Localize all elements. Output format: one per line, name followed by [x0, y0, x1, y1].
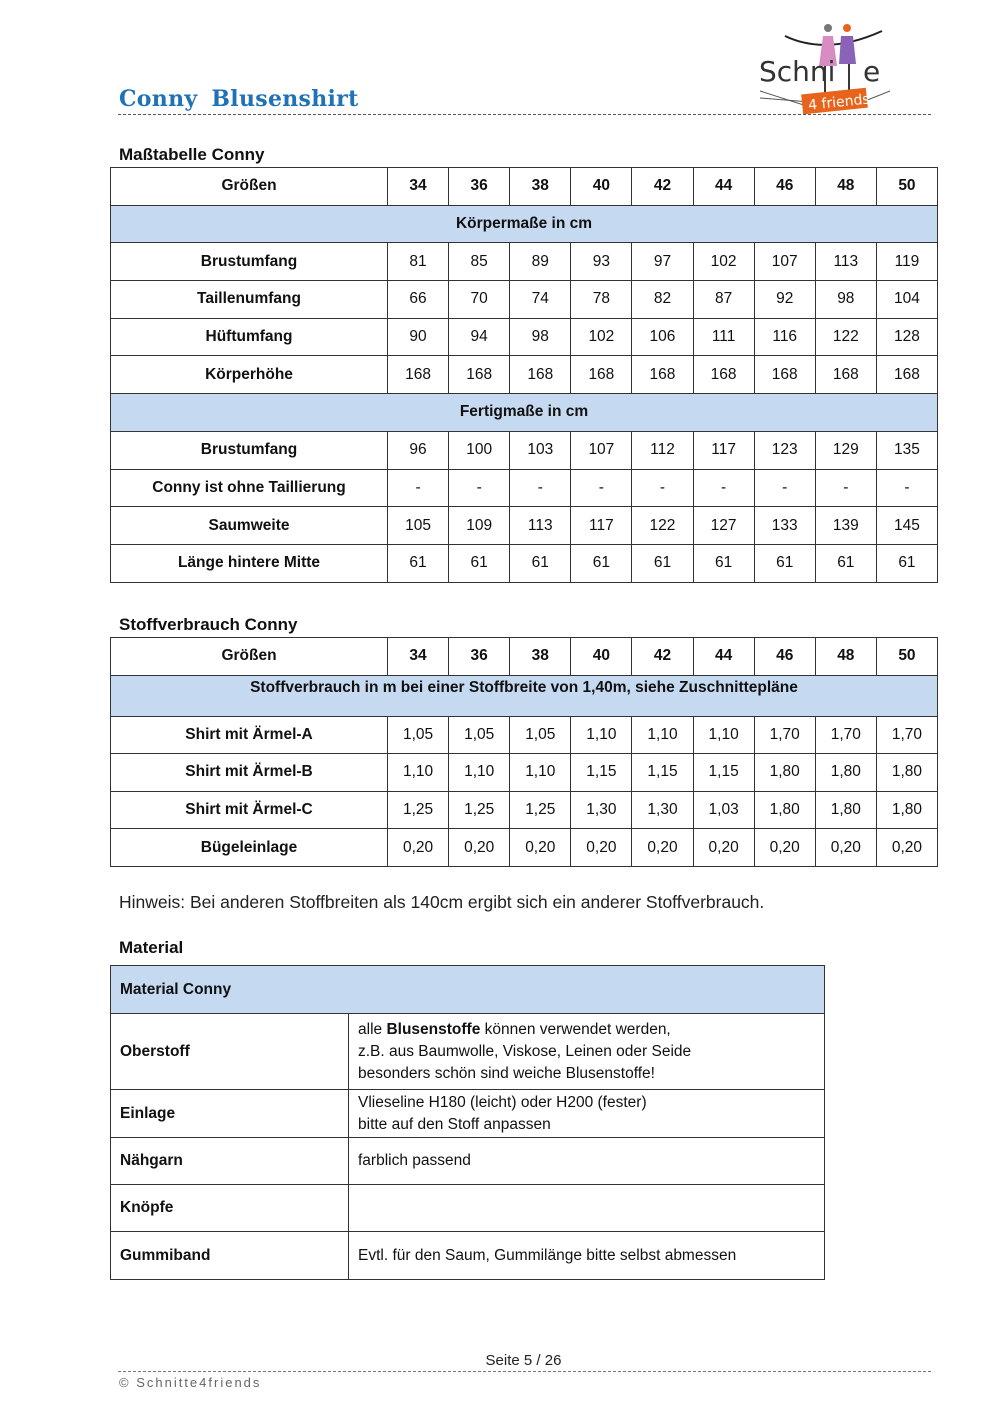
size-header-cell: 40: [571, 168, 632, 206]
size-header-cell: 48: [815, 638, 876, 676]
text: z.B. aus Baumwolle, Viskose, Leinen oder Seide: [358, 1042, 692, 1060]
value-cell: 70: [449, 281, 510, 319]
value-cell: 135: [876, 431, 937, 469]
row-label: Bügeleinlage: [111, 829, 388, 867]
value-cell: 133: [754, 507, 815, 545]
stoffverbrauch-title: Stoffverbrauch Conny: [119, 615, 298, 634]
row-label: Brustumfang: [111, 243, 388, 281]
value-cell: 122: [815, 318, 876, 356]
fertigmasse-band: Fertigmaße in cm: [111, 394, 938, 432]
value-cell: 168: [815, 356, 876, 394]
logo-figure-head-2: [843, 24, 851, 32]
value-cell: 122: [632, 507, 693, 545]
value-cell: 128: [876, 318, 937, 356]
value-cell: -: [693, 469, 754, 507]
size-header-cell: 36: [449, 638, 510, 676]
size-header-cell: 46: [754, 638, 815, 676]
value-cell: 1,25: [449, 791, 510, 829]
table-row: [111, 1185, 825, 1232]
table-row: [111, 1090, 825, 1138]
table-row: [111, 318, 938, 356]
row-label: Saumweite: [111, 507, 388, 545]
value-cell: 61: [388, 544, 449, 582]
value-cell: 111: [693, 318, 754, 356]
value-cell: 1,10: [510, 754, 571, 792]
value-cell: 61: [876, 544, 937, 582]
value-cell: 112: [632, 431, 693, 469]
value-cell: 107: [571, 431, 632, 469]
size-header-label: Größen: [111, 168, 388, 206]
masstabelle-title: Maßtabelle Conny: [119, 145, 265, 164]
text: alle: [358, 1020, 387, 1038]
table-row: [111, 754, 938, 792]
schnitte4friends-logo: [755, 16, 895, 116]
value-cell: 61: [449, 544, 510, 582]
size-header-cell: 40: [571, 638, 632, 676]
material-table: [110, 965, 825, 1280]
value-cell: 1,30: [632, 791, 693, 829]
row-label: Brustumfang: [111, 431, 388, 469]
value-cell: 1,80: [815, 754, 876, 792]
value-cell: 1,05: [510, 716, 571, 754]
size-header-cell: 44: [693, 168, 754, 206]
value-cell: 168: [388, 356, 449, 394]
value-cell: 168: [571, 356, 632, 394]
value-cell: 97: [632, 243, 693, 281]
value-cell: 168: [754, 356, 815, 394]
size-header-cell: 34: [388, 168, 449, 206]
material-value: [349, 1090, 825, 1138]
row-label: Länge hintere Mitte: [111, 544, 388, 582]
text: Vlieseline H180 (leicht) oder H200 (fester): [358, 1093, 647, 1111]
value-cell: 82: [632, 281, 693, 319]
size-header-cell: 46: [754, 168, 815, 206]
value-cell: 1,80: [876, 754, 937, 792]
value-cell: 1,80: [754, 754, 815, 792]
value-cell: 92: [754, 281, 815, 319]
value-cell: 1,05: [449, 716, 510, 754]
size-header-cell: 42: [632, 638, 693, 676]
value-cell: 105: [388, 507, 449, 545]
table-row: [111, 829, 938, 867]
size-header-cell: 38: [510, 638, 571, 676]
value-cell: 117: [693, 431, 754, 469]
stoffverbrauch-band-row: [111, 675, 938, 716]
page-number: Seite 5 / 26: [485, 1352, 562, 1369]
size-header-row: [111, 638, 938, 676]
document-title: Conny Blusenshirt: [119, 86, 359, 112]
stoffverbrauch-band: Stoffverbrauch in m bei einer Stoffbreite von 1,40m, siehe Zuschnittepläne: [111, 675, 938, 716]
value-cell: -: [388, 469, 449, 507]
text-bold: Blusenstoffe: [386, 1020, 481, 1038]
logo-text-left: Schni: [759, 55, 836, 88]
row-label: Nähgarn: [111, 1138, 349, 1185]
value-cell: 0,20: [388, 829, 449, 867]
table-row: [111, 243, 938, 281]
value-cell: 113: [815, 243, 876, 281]
koerpermasse-band: Körpermaße in cm: [111, 205, 938, 243]
value-cell: 94: [449, 318, 510, 356]
value-cell: 1,80: [754, 791, 815, 829]
table-row: [111, 356, 938, 394]
table-row: [111, 431, 938, 469]
size-header-cell: 44: [693, 638, 754, 676]
value-cell: 104: [876, 281, 937, 319]
value-cell: 0,20: [571, 829, 632, 867]
value-cell: 102: [571, 318, 632, 356]
table-row: [111, 544, 938, 582]
value-cell: 0,20: [693, 829, 754, 867]
value-cell: 100: [449, 431, 510, 469]
value-cell: 168: [632, 356, 693, 394]
value-cell: -: [754, 469, 815, 507]
row-label: Knöpfe: [111, 1185, 349, 1232]
value-cell: 0,20: [876, 829, 937, 867]
value-cell: 1,10: [632, 716, 693, 754]
value-cell: 1,15: [571, 754, 632, 792]
value-cell: 168: [876, 356, 937, 394]
logo-figure-head-1: [824, 24, 832, 32]
logo-text-right: e: [863, 55, 881, 88]
size-header-cell: 50: [876, 168, 937, 206]
material-band-row: [111, 966, 825, 1014]
value-cell: 116: [754, 318, 815, 356]
value-cell: 1,15: [693, 754, 754, 792]
material-band: Material Conny: [111, 966, 825, 1014]
header-divider: [118, 114, 931, 115]
material-value: farblich passend: [349, 1138, 825, 1185]
row-label: Shirt mit Ärmel-B: [111, 754, 388, 792]
row-label: Körperhöhe: [111, 356, 388, 394]
row-label: Hüftumfang: [111, 318, 388, 356]
value-cell: 127: [693, 507, 754, 545]
row-label: Gummiband: [111, 1232, 349, 1280]
table-row: [111, 281, 938, 319]
value-cell: 1,80: [876, 791, 937, 829]
value-cell: -: [510, 469, 571, 507]
value-cell: 1,10: [693, 716, 754, 754]
table-row: [111, 507, 938, 545]
material-value: [349, 1185, 825, 1232]
value-cell: 1,03: [693, 791, 754, 829]
material-value: Evtl. für den Saum, Gummilänge bitte selbst abmessen: [349, 1232, 825, 1280]
logo-badge-text: 4 friends: [807, 91, 871, 114]
row-label: Conny ist ohne Taillierung: [111, 469, 388, 507]
table-row: [111, 1138, 825, 1185]
size-header-cell: 36: [449, 168, 510, 206]
value-cell: 87: [693, 281, 754, 319]
table-row: [111, 1232, 825, 1280]
value-cell: 0,20: [632, 829, 693, 867]
value-cell: 78: [571, 281, 632, 319]
size-header-row: [111, 168, 938, 206]
value-cell: 0,20: [815, 829, 876, 867]
table-row: [111, 469, 938, 507]
value-cell: 1,70: [876, 716, 937, 754]
value-cell: 106: [632, 318, 693, 356]
size-header-cell: 50: [876, 638, 937, 676]
value-cell: 113: [510, 507, 571, 545]
table-row: [111, 1014, 825, 1090]
value-cell: 1,15: [632, 754, 693, 792]
value-cell: -: [815, 469, 876, 507]
size-chart-table: [110, 167, 938, 583]
row-label: Einlage: [111, 1090, 349, 1138]
value-cell: 1,30: [571, 791, 632, 829]
size-header-label: Größen: [111, 638, 388, 676]
copyright: © Schnitte4friends: [119, 1375, 262, 1390]
value-cell: 0,20: [510, 829, 571, 867]
value-cell: -: [571, 469, 632, 507]
footer-divider: [118, 1371, 931, 1372]
value-cell: 0,20: [449, 829, 510, 867]
value-cell: 89: [510, 243, 571, 281]
value-cell: 1,25: [388, 791, 449, 829]
value-cell: 1,25: [510, 791, 571, 829]
value-cell: 1,10: [571, 716, 632, 754]
value-cell: 139: [815, 507, 876, 545]
value-cell: -: [632, 469, 693, 507]
text: können verwendet werden,: [480, 1020, 671, 1038]
value-cell: 107: [754, 243, 815, 281]
value-cell: 98: [510, 318, 571, 356]
value-cell: 1,05: [388, 716, 449, 754]
value-cell: 61: [632, 544, 693, 582]
value-cell: -: [449, 469, 510, 507]
hint-text: Hinweis: Bei anderen Stoffbreiten als 140cm ergibt sich ein anderer Stoffverbrauch.: [119, 892, 765, 912]
material-title: Material: [119, 938, 184, 957]
value-cell: 61: [815, 544, 876, 582]
value-cell: 0,20: [754, 829, 815, 867]
value-cell: 1,70: [754, 716, 815, 754]
value-cell: 119: [876, 243, 937, 281]
value-cell: 117: [571, 507, 632, 545]
value-cell: 102: [693, 243, 754, 281]
size-header-cell: 38: [510, 168, 571, 206]
value-cell: 74: [510, 281, 571, 319]
value-cell: 168: [449, 356, 510, 394]
table-row: [111, 716, 938, 754]
value-cell: 103: [510, 431, 571, 469]
value-cell: 129: [815, 431, 876, 469]
table-row: [111, 791, 938, 829]
value-cell: 61: [754, 544, 815, 582]
value-cell: 90: [388, 318, 449, 356]
value-cell: 168: [510, 356, 571, 394]
value-cell: 98: [815, 281, 876, 319]
value-cell: -: [876, 469, 937, 507]
value-cell: 81: [388, 243, 449, 281]
row-label: Shirt mit Ärmel-A: [111, 716, 388, 754]
size-header-cell: 42: [632, 168, 693, 206]
value-cell: 61: [693, 544, 754, 582]
material-value: [349, 1014, 825, 1090]
value-cell: 109: [449, 507, 510, 545]
size-header-cell: 34: [388, 638, 449, 676]
value-cell: 1,80: [815, 791, 876, 829]
value-cell: 66: [388, 281, 449, 319]
value-cell: 123: [754, 431, 815, 469]
fertigmasse-band-row: [111, 394, 938, 432]
value-cell: 61: [510, 544, 571, 582]
value-cell: 145: [876, 507, 937, 545]
value-cell: 96: [388, 431, 449, 469]
fabric-consumption-table: [110, 637, 938, 867]
value-cell: 93: [571, 243, 632, 281]
text: bitte auf den Stoff anpassen: [358, 1115, 551, 1133]
value-cell: 168: [693, 356, 754, 394]
row-label: Shirt mit Ärmel-C: [111, 791, 388, 829]
text: besonders schön sind weiche Blusenstoffe!: [358, 1064, 655, 1082]
size-header-cell: 48: [815, 168, 876, 206]
value-cell: 61: [571, 544, 632, 582]
value-cell: 1,10: [388, 754, 449, 792]
value-cell: 85: [449, 243, 510, 281]
value-cell: 1,10: [449, 754, 510, 792]
row-label: Taillenumfang: [111, 281, 388, 319]
row-label: Oberstoff: [111, 1014, 349, 1090]
koerpermasse-band-row: [111, 205, 938, 243]
value-cell: 1,70: [815, 716, 876, 754]
